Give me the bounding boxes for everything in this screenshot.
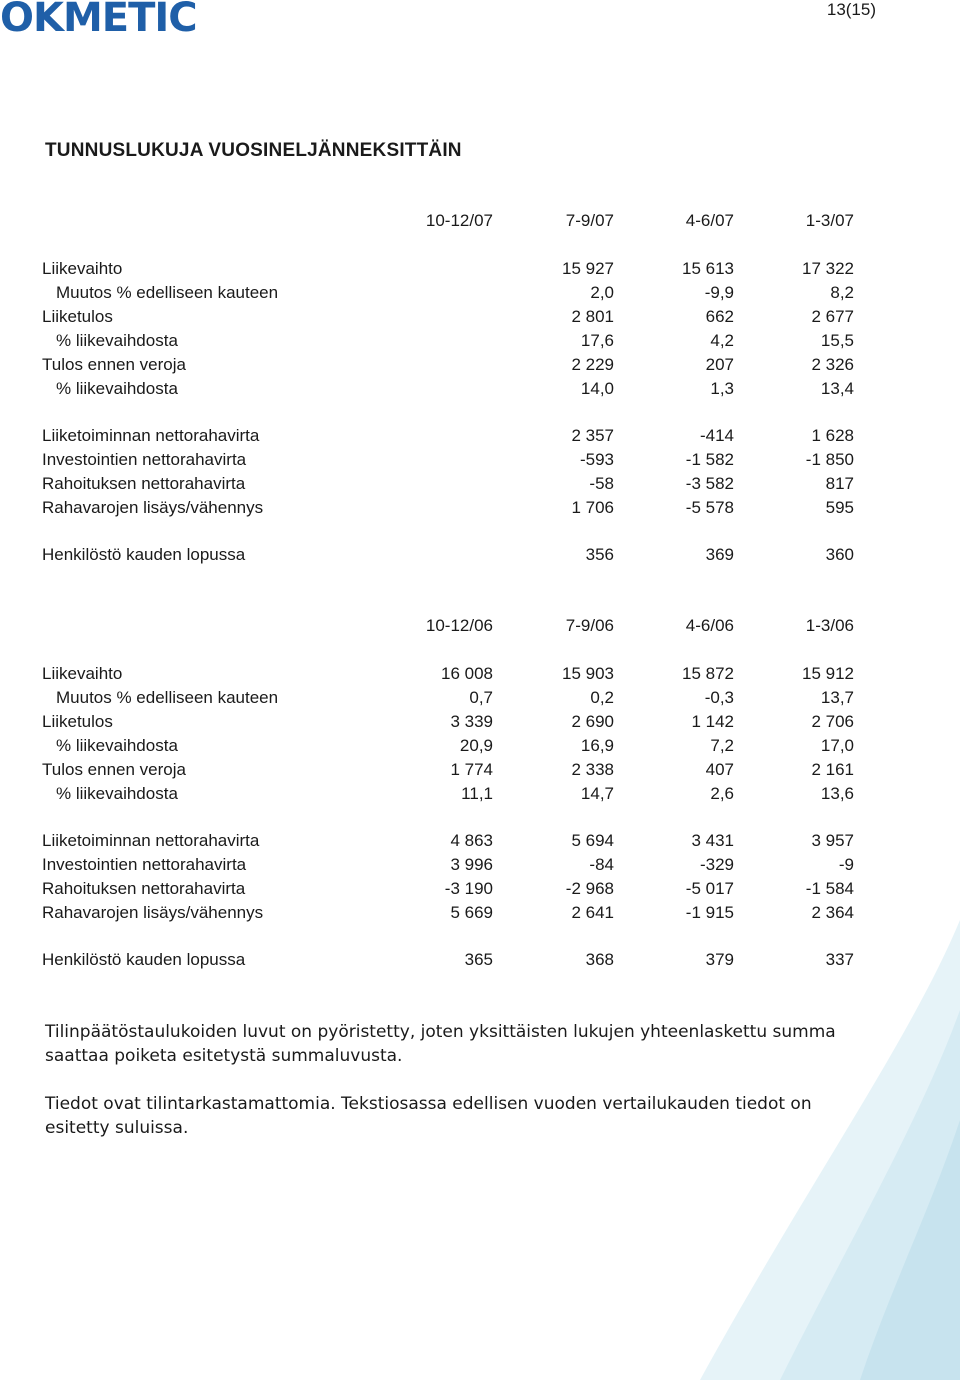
column-header: 4-6/06 bbox=[685, 616, 734, 635]
table-cell: 13,7 bbox=[820, 688, 854, 707]
page-title: TUNNUSLUKUJA VUOSINELJÄNNEKSITTÄIN bbox=[45, 140, 462, 161]
table-cell: 5 694 bbox=[571, 831, 614, 850]
table-cell: 2 706 bbox=[811, 712, 854, 731]
table-cell: 15 872 bbox=[682, 664, 734, 683]
table-cell: 2 641 bbox=[571, 903, 614, 922]
table-cell: 407 bbox=[705, 760, 734, 779]
table-cell: -414 bbox=[699, 426, 734, 445]
rounding-note-line-2: saattaa poiketa esitetystä summaluvusta. bbox=[45, 1046, 403, 1066]
rounding-note-line-1: Tilinpäätöstaulukoiden luvut on pyöristetty, joten yksittäisten lukujen yhteenlaskettu summa bbox=[45, 1022, 836, 1042]
table-cell: 368 bbox=[585, 950, 614, 969]
table-row bbox=[0, 305, 960, 329]
table-row bbox=[0, 734, 960, 758]
table-cell: 356 bbox=[585, 545, 614, 564]
table-row bbox=[0, 662, 960, 686]
table-row bbox=[0, 758, 960, 782]
table-cell: -5 578 bbox=[685, 498, 734, 517]
table-cell: -1 584 bbox=[805, 879, 854, 898]
table-cell: 3 957 bbox=[811, 831, 854, 850]
column-header: 7-9/07 bbox=[565, 211, 614, 230]
table-cell: 15 912 bbox=[802, 664, 854, 683]
row-label: Liiketoiminnan nettorahavirta bbox=[42, 426, 260, 445]
column-header: 4-6/07 bbox=[685, 211, 734, 230]
table-cell: -84 bbox=[589, 855, 614, 874]
table-cell: 2,6 bbox=[710, 784, 734, 803]
table-cell: -3 190 bbox=[444, 879, 493, 898]
table-cell: 17,6 bbox=[580, 331, 614, 350]
table-row bbox=[0, 257, 960, 281]
table-cell: 595 bbox=[825, 498, 854, 517]
row-label: Rahavarojen lisäys/vähennys bbox=[42, 903, 264, 922]
table-cell: 0,2 bbox=[590, 688, 614, 707]
row-label: Henkilöstö kauden lopussa bbox=[42, 545, 246, 564]
table-cell: -9 bbox=[838, 855, 854, 874]
table-cell: -9,9 bbox=[704, 283, 734, 302]
table-row bbox=[0, 377, 960, 401]
column-header: 10-12/06 bbox=[425, 616, 493, 635]
row-label: Investointien nettorahavirta bbox=[42, 450, 247, 469]
column-header-row bbox=[0, 614, 960, 638]
company-logo: OKMETIC bbox=[0, 0, 197, 41]
table-cell: 662 bbox=[705, 307, 734, 326]
table-cell: 360 bbox=[825, 545, 854, 564]
table-cell: 11,1 bbox=[461, 784, 493, 803]
table-cell: 16 008 bbox=[441, 664, 493, 683]
row-label: Liiketulos bbox=[42, 307, 113, 326]
table-cell: 1 628 bbox=[811, 426, 854, 445]
table-cell: 337 bbox=[825, 950, 854, 969]
table-cell: 2 326 bbox=[811, 355, 854, 374]
table-cell: 207 bbox=[705, 355, 734, 374]
column-header: 1-3/06 bbox=[805, 616, 854, 635]
column-header-row bbox=[0, 209, 960, 233]
table-cell: 15,5 bbox=[820, 331, 854, 350]
table-row bbox=[0, 710, 960, 734]
table-cell: -58 bbox=[589, 474, 614, 493]
page-number: 13(15) bbox=[826, 0, 876, 19]
table-cell: 1,3 bbox=[710, 379, 734, 398]
table-row bbox=[0, 424, 960, 448]
table-cell: -5 017 bbox=[685, 879, 734, 898]
table-cell: 1 706 bbox=[571, 498, 614, 517]
table-row bbox=[0, 782, 960, 806]
column-header: 1-3/07 bbox=[805, 211, 854, 230]
table-cell: 2 690 bbox=[571, 712, 614, 731]
table-cell: 817 bbox=[825, 474, 854, 493]
table-cell: -2 968 bbox=[565, 879, 614, 898]
row-label: Liiketulos bbox=[42, 712, 113, 731]
table-row bbox=[0, 877, 960, 901]
table-row bbox=[0, 853, 960, 877]
table-row bbox=[0, 686, 960, 710]
row-label: Rahoituksen nettorahavirta bbox=[42, 474, 246, 493]
table-cell: 17,0 bbox=[820, 736, 854, 755]
row-label: Rahavarojen lisäys/vähennys bbox=[42, 498, 264, 517]
table-cell: 14,0 bbox=[580, 379, 614, 398]
table-cell: 15 903 bbox=[562, 664, 614, 683]
row-label: Muutos % edelliseen kauteen bbox=[56, 283, 279, 302]
table-cell: 13,6 bbox=[820, 784, 854, 803]
column-header: 10-12/07 bbox=[425, 211, 493, 230]
table-cell: 2 677 bbox=[811, 307, 854, 326]
table-cell: 20,9 bbox=[459, 736, 493, 755]
table-row bbox=[0, 496, 960, 520]
table-cell: -1 850 bbox=[805, 450, 854, 469]
table-cell: 8,2 bbox=[830, 283, 854, 302]
row-label: % liikevaihdosta bbox=[56, 784, 178, 803]
table-cell: 369 bbox=[705, 545, 734, 564]
table-row bbox=[0, 543, 960, 567]
table-cell: 1 774 bbox=[450, 760, 493, 779]
table-cell: 1 142 bbox=[691, 712, 734, 731]
table-cell: 5 669 bbox=[450, 903, 493, 922]
table-cell: 2 338 bbox=[571, 760, 614, 779]
row-label: Muutos % edelliseen kauteen bbox=[56, 688, 279, 707]
table-cell: 4 863 bbox=[450, 831, 493, 850]
row-label: Rahoituksen nettorahavirta bbox=[42, 879, 246, 898]
table-cell: 14,7 bbox=[580, 784, 614, 803]
row-label: % liikevaihdosta bbox=[56, 379, 178, 398]
table-row bbox=[0, 472, 960, 496]
decorative-wave-graphic bbox=[660, 920, 960, 1380]
row-label: Investointien nettorahavirta bbox=[42, 855, 247, 874]
table-cell: -329 bbox=[699, 855, 734, 874]
table-row bbox=[0, 329, 960, 353]
table-cell: 2 801 bbox=[571, 307, 614, 326]
row-label: % liikevaihdosta bbox=[56, 736, 178, 755]
audit-note-line-1: Tiedot ovat tilintarkastamattomia. Tekstiosassa edellisen vuoden vertailukauden tiedot on bbox=[45, 1094, 812, 1114]
table-cell: 2 161 bbox=[811, 760, 854, 779]
row-label: Liikevaihto bbox=[42, 664, 123, 683]
table-cell: 3 996 bbox=[450, 855, 493, 874]
table-cell: 2 364 bbox=[811, 903, 854, 922]
table-cell: 15 927 bbox=[562, 259, 614, 278]
table-cell: 2 357 bbox=[571, 426, 614, 445]
table-cell: 16,9 bbox=[580, 736, 614, 755]
table-cell: 0,7 bbox=[469, 688, 493, 707]
table-row bbox=[0, 448, 960, 472]
table-cell: -593 bbox=[579, 450, 614, 469]
table-cell: 4,2 bbox=[710, 331, 734, 350]
table-row bbox=[0, 281, 960, 305]
table-row bbox=[0, 353, 960, 377]
table-cell: 2 229 bbox=[571, 355, 614, 374]
table-cell: 2,0 bbox=[590, 283, 614, 302]
column-header: 7-9/06 bbox=[565, 616, 614, 635]
table-cell: 3 339 bbox=[450, 712, 493, 731]
row-label: % liikevaihdosta bbox=[56, 331, 178, 350]
table-cell: -1 915 bbox=[685, 903, 734, 922]
audit-note-line-2: esitetty suluissa. bbox=[45, 1118, 189, 1138]
table-cell: 17 322 bbox=[802, 259, 854, 278]
table-row bbox=[0, 829, 960, 853]
table-cell: 15 613 bbox=[682, 259, 734, 278]
row-label: Tulos ennen veroja bbox=[42, 760, 186, 779]
row-label: Tulos ennen veroja bbox=[42, 355, 186, 374]
table-cell: 7,2 bbox=[710, 736, 734, 755]
table-cell: -1 582 bbox=[685, 450, 734, 469]
table-cell: 13,4 bbox=[820, 379, 854, 398]
table-cell: 365 bbox=[464, 950, 493, 969]
table-cell: -3 582 bbox=[685, 474, 734, 493]
row-label: Liikevaihto bbox=[42, 259, 123, 278]
table-cell: 3 431 bbox=[691, 831, 734, 850]
table-cell: -0,3 bbox=[704, 688, 734, 707]
row-label: Liiketoiminnan nettorahavirta bbox=[42, 831, 260, 850]
row-label: Henkilöstö kauden lopussa bbox=[42, 950, 246, 969]
table-cell: 379 bbox=[705, 950, 734, 969]
